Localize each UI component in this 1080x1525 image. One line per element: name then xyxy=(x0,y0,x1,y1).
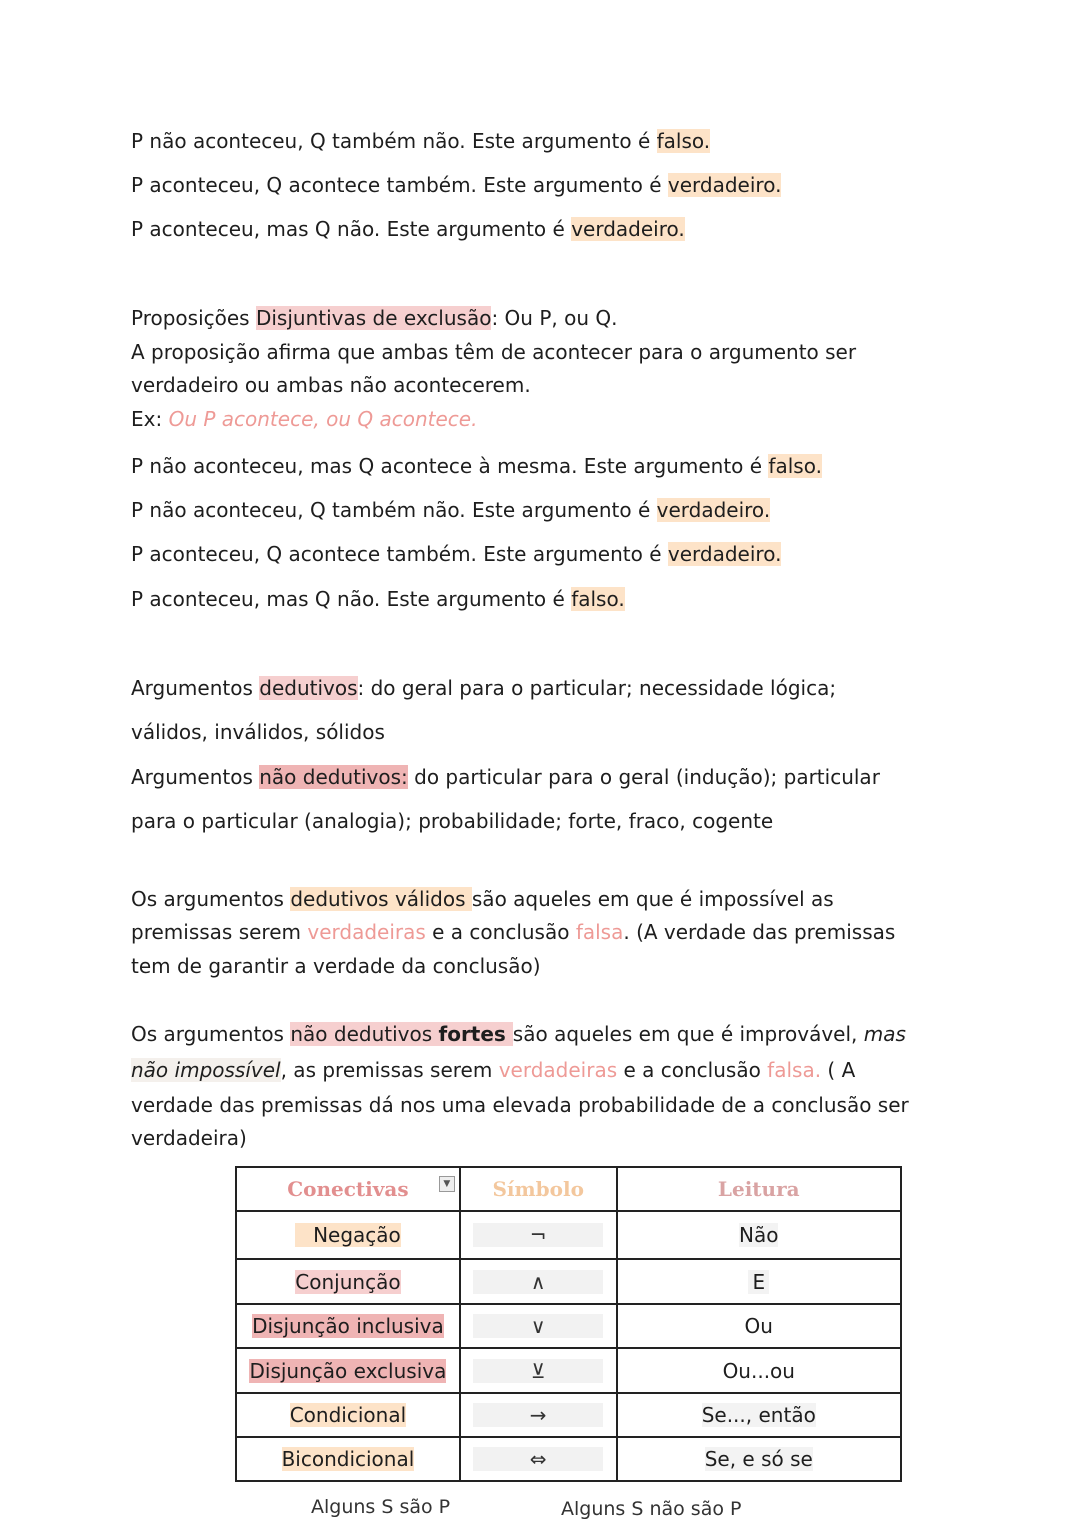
paragraph-line: válidos, inválidos, sólidos xyxy=(131,720,385,744)
connective-symbol: ∨ xyxy=(460,1304,617,1348)
connective-symbol: ¬ xyxy=(460,1211,617,1259)
connective-symbol: ⇔ xyxy=(460,1437,617,1481)
statement-line: P não aconteceu, mas Q acontece à mesma. Este argumento é falso. xyxy=(131,454,822,478)
paragraph-line: A proposição afirma que ambas têm de acontecer para o argumento ser xyxy=(131,340,857,364)
connective-symbol: ∧ xyxy=(460,1259,617,1304)
connectives-table xyxy=(235,1166,902,1482)
connective-reading: Ou xyxy=(617,1304,901,1348)
connective-symbol: → xyxy=(460,1393,617,1437)
paragraph-line: não impossível, as premissas serem verdadeiras e a conclusão falsa. ( A xyxy=(131,1058,856,1082)
table-row xyxy=(236,1393,901,1437)
statement-line: P aconteceu, mas Q não. Este argumento é verdadeiro. xyxy=(131,217,685,241)
table-row xyxy=(236,1304,901,1348)
header-simbolo: Símbolo xyxy=(460,1167,617,1211)
header-leitura: Leitura xyxy=(617,1167,901,1211)
paragraph-line: Os argumentos dedutivos válidos são aqueles em que é impossível as xyxy=(131,887,834,911)
table-header-row xyxy=(236,1167,901,1211)
connective-reading: Não xyxy=(617,1211,901,1259)
connective-name: Disjunção inclusiva xyxy=(236,1304,460,1348)
paragraph-line: tem de garantir a verdade da conclusão) xyxy=(131,954,541,978)
connective-reading: E xyxy=(617,1259,901,1304)
header-conectivas: Conectivas ▼ xyxy=(236,1167,460,1211)
dropdown-icon[interactable]: ▼ xyxy=(439,1176,455,1192)
example-line: Ex: Ou P acontece, ou Q acontece. xyxy=(131,407,478,431)
table-row xyxy=(236,1348,901,1393)
connective-name: Conjunção xyxy=(236,1259,460,1304)
paragraph-line: para o particular (analogia); probabilidade; forte, fraco, cogente xyxy=(131,809,774,833)
section-heading: Proposições Disjuntivas de exclusão: Ou P, ou Q. xyxy=(131,306,618,330)
paragraph-line: verdade das premissas dá nos uma elevada probabilidade de a conclusão ser xyxy=(131,1093,909,1117)
caption-right: Alguns S não são P xyxy=(561,1498,742,1520)
connective-name: Negação xyxy=(236,1211,460,1259)
paragraph-line: Os argumentos não dedutivos fortes são aqueles em que é improvável, mas xyxy=(131,1022,906,1046)
connective-reading: Se..., então xyxy=(617,1393,901,1437)
connective-name: Disjunção exclusiva xyxy=(236,1348,460,1393)
statement-line: P aconteceu, Q acontece também. Este argumento é verdadeiro. xyxy=(131,173,782,197)
connective-name: Condicional xyxy=(236,1393,460,1437)
connective-symbol: ⊻ xyxy=(460,1348,617,1393)
paragraph-line: Argumentos dedutivos: do geral para o particular; necessidade lógica; xyxy=(131,676,837,700)
connective-name: Bicondicional xyxy=(236,1437,460,1481)
paragraph-line: verdadeira) xyxy=(131,1126,247,1150)
paragraph-line: verdadeiro ou ambas não acontecerem. xyxy=(131,373,531,397)
statement-line: P aconteceu, Q acontece também. Este argumento é verdadeiro. xyxy=(131,542,782,566)
paragraph-line: premissas serem verdadeiras e a conclusão falsa. (A verdade das premissas xyxy=(131,920,896,944)
connective-reading: Se, e só se xyxy=(617,1437,901,1481)
statement-line: P aconteceu, mas Q não. Este argumento é falso. xyxy=(131,587,625,611)
table-row xyxy=(236,1437,901,1481)
statement-line: P não aconteceu, Q também não. Este argumento é falso. xyxy=(131,129,711,153)
paragraph-line: Argumentos não dedutivos: do particular para o geral (indução); particular xyxy=(131,765,880,789)
statement-line: P não aconteceu, Q também não. Este argumento é verdadeiro. xyxy=(131,498,771,522)
caption-left: Alguns S são P xyxy=(311,1496,451,1518)
table-row xyxy=(236,1211,901,1259)
table-row xyxy=(236,1259,901,1304)
connective-reading: Ou...ou xyxy=(617,1348,901,1393)
